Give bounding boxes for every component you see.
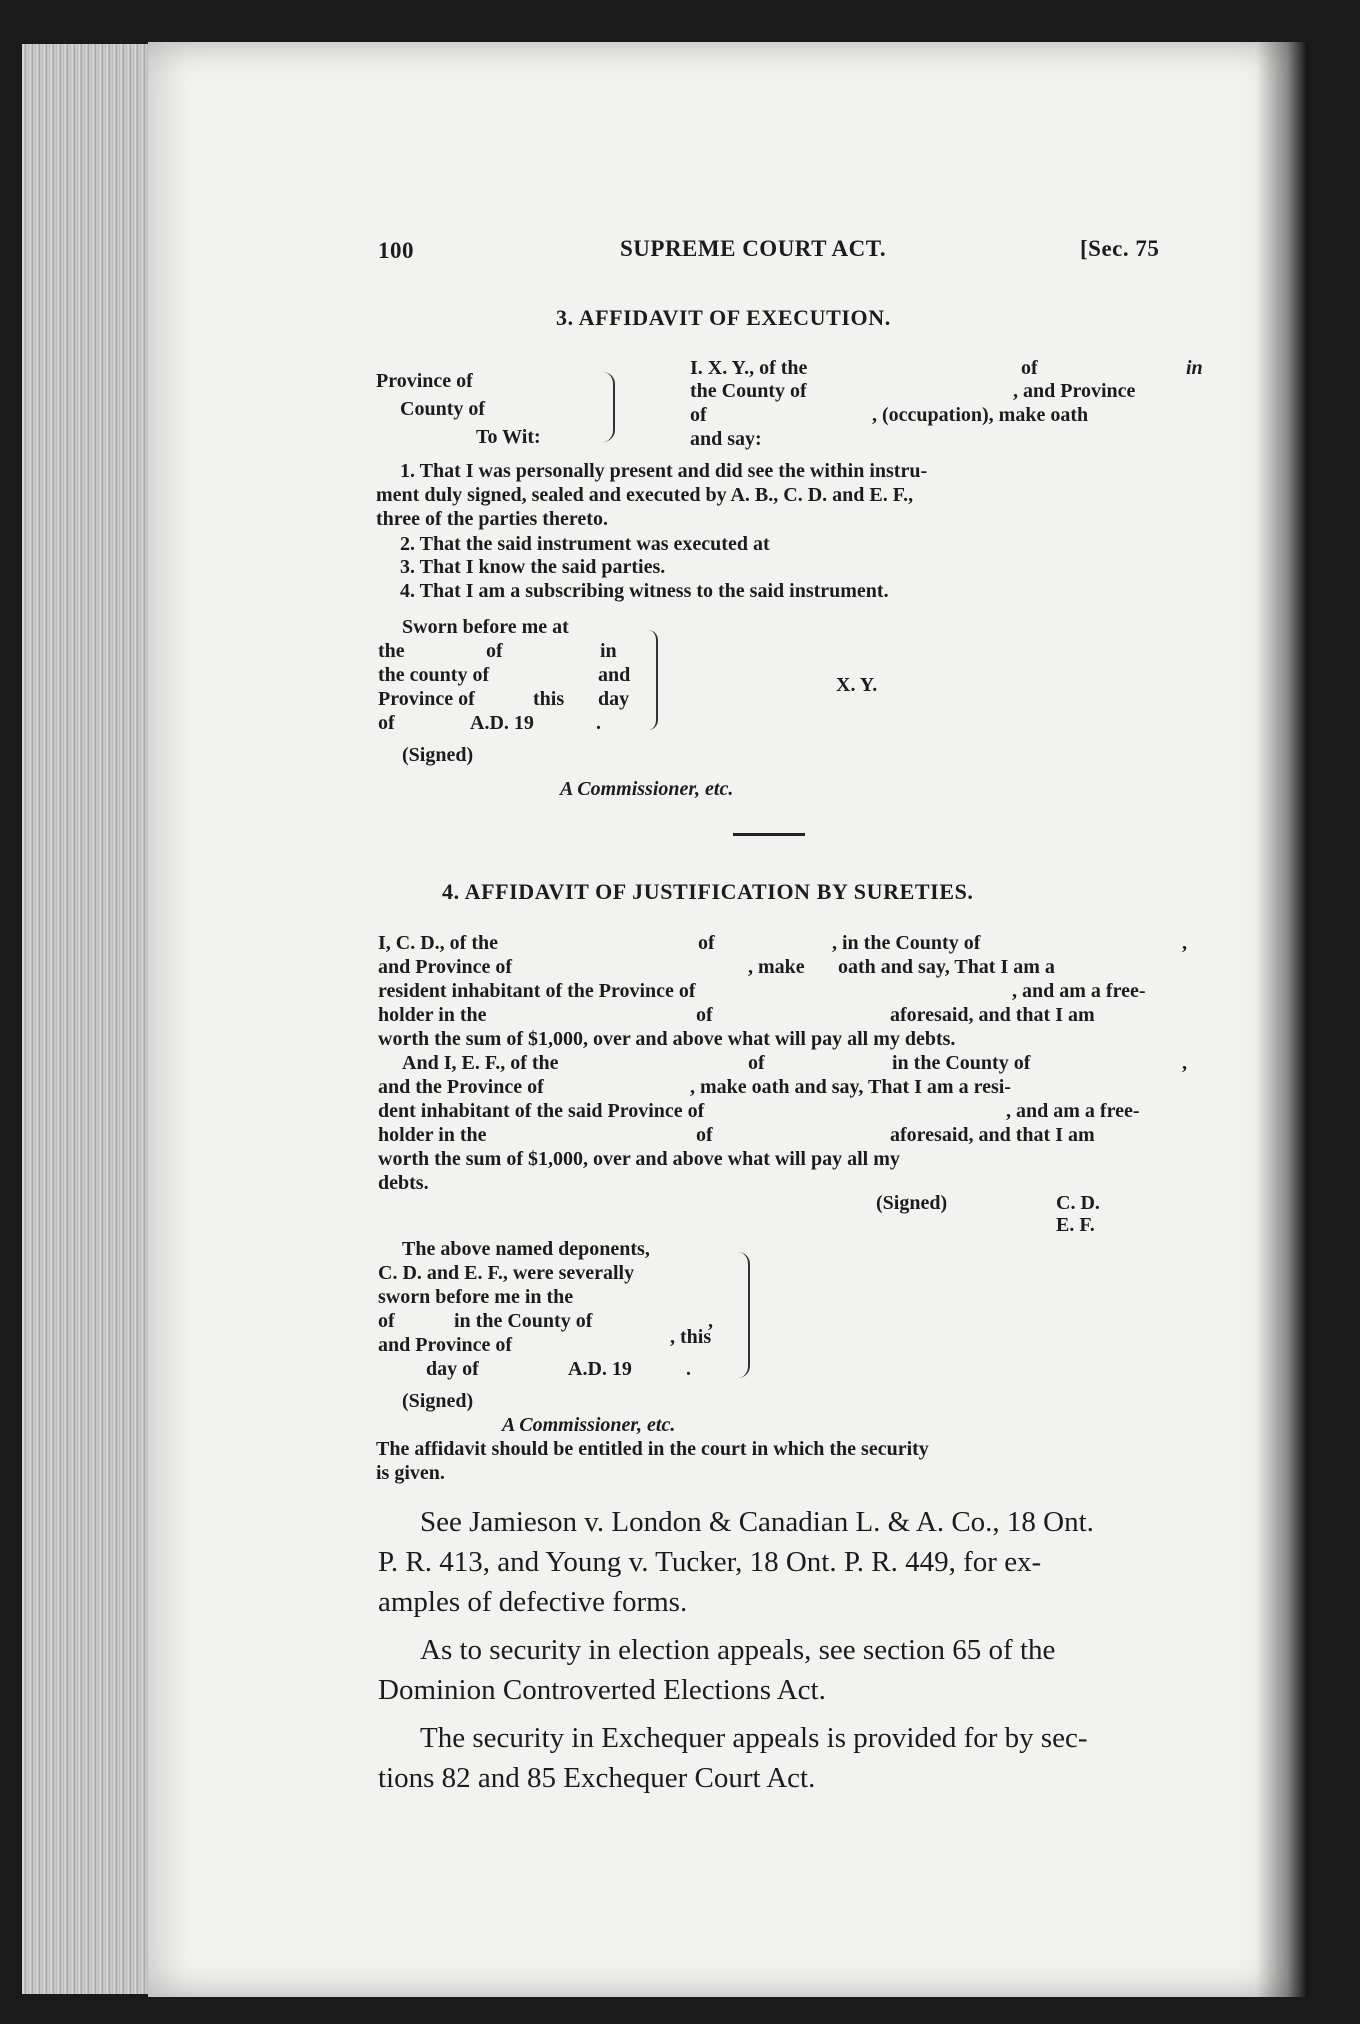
form4-commissioner: A Commissioner, etc. bbox=[502, 1414, 676, 1436]
form4-line2-b: , make bbox=[748, 956, 805, 978]
form4-line7-a: and the Province of bbox=[378, 1076, 544, 1098]
deponent-line-1a: I. X. Y., of the bbox=[690, 357, 808, 379]
form4-jurat-line3: sworn before me in the bbox=[378, 1286, 574, 1308]
form4-line6-d: , bbox=[1182, 1052, 1187, 1074]
form4-line6-a: And I, E. F., of the bbox=[402, 1052, 559, 1074]
form4-line4-c: aforesaid, and that I am bbox=[890, 1004, 1095, 1026]
form3-jurat-4c: day bbox=[598, 688, 630, 710]
form4-line6-b: of bbox=[748, 1052, 765, 1074]
form3-jurat-4a: Province of bbox=[378, 688, 475, 710]
form4-jurat-4b: in the County of bbox=[454, 1310, 593, 1332]
form3-item2: 2. That the said instrument was executed at bbox=[400, 533, 770, 555]
commentary-p1-line2: P. R. 413, and Young v. Tucker, 18 Ont. P. R. 449, for ex- bbox=[378, 1546, 1042, 1578]
commentary-p2-line1: As to security in election appeals, see section 65 of the bbox=[420, 1634, 1056, 1666]
deponent-line-2b: , and Province bbox=[1013, 380, 1136, 402]
form4-line5: worth the sum of $1,000, over and above what will pay all my debts. bbox=[378, 1028, 956, 1050]
form3-para1-line3: three of the parties thereto. bbox=[376, 508, 608, 530]
form4-jurat-6a: day of bbox=[426, 1358, 479, 1380]
form3-para1-line1: 1. That I was personally present and did see the within instru- bbox=[400, 460, 928, 482]
form4-jurat-signed: (Signed) bbox=[402, 1390, 474, 1412]
deponent-line-1b: of bbox=[1021, 357, 1038, 379]
form4-note-line2: is given. bbox=[376, 1462, 445, 1484]
form4-line3-b: , and am a free- bbox=[1012, 980, 1146, 1002]
form4-line2-c: oath and say, That I am a bbox=[838, 956, 1055, 978]
book-page bbox=[148, 42, 1308, 1997]
form4-line9-c: aforesaid, and that I am bbox=[890, 1124, 1095, 1146]
form4-line8-a: dent inhabitant of the said Province of bbox=[378, 1100, 705, 1122]
form3-commissioner: A Commissioner, etc. bbox=[560, 778, 734, 800]
deponent-line-4: and say: bbox=[690, 428, 762, 450]
form3-deponent-signature: X. Y. bbox=[836, 674, 878, 696]
commentary-p3-line1: The security in Exchequer appeals is provided for by sec- bbox=[420, 1722, 1088, 1754]
form3-jurat-5b: A.D. 19 bbox=[470, 712, 534, 734]
venue-brace bbox=[603, 372, 615, 442]
form3-jurat-3a: the county of bbox=[378, 664, 490, 686]
deponent-line-3b: , (occupation), make oath bbox=[872, 404, 1089, 426]
form3-jurat-2c: in bbox=[600, 640, 617, 662]
deponent-line-2a: the County of bbox=[690, 380, 807, 402]
form4-signatory-ef: E. F. bbox=[1056, 1214, 1095, 1236]
form4-line3-a: resident inhabitant of the Province of bbox=[378, 980, 696, 1002]
deponent-line-3a: of bbox=[690, 404, 707, 426]
form4-line7-b: , make oath and say, That I am a resi- bbox=[690, 1076, 1011, 1098]
section-reference: [Sec. 75 bbox=[1080, 236, 1160, 261]
venue-to-wit: To Wit: bbox=[476, 426, 541, 448]
form4-line11: debts. bbox=[378, 1172, 429, 1194]
form3-jurat-5a: of bbox=[378, 712, 395, 734]
form4-signatory-cd: C. D. bbox=[1056, 1192, 1100, 1214]
page-number: 100 bbox=[378, 238, 414, 263]
form4-line1-d: , bbox=[1182, 932, 1187, 954]
venue-county: County of bbox=[400, 398, 486, 420]
form3-jurat-2b: of bbox=[486, 640, 503, 662]
form4-jurat-4a: of bbox=[378, 1310, 395, 1332]
form4-line4-a: holder in the bbox=[378, 1004, 487, 1026]
jurat-brace bbox=[648, 630, 658, 730]
form4-line1-a: I, C. D., of the bbox=[378, 932, 498, 954]
form3-item3: 3. That I know the said parties. bbox=[400, 556, 666, 578]
spine-shadow bbox=[1256, 42, 1308, 1997]
form4-line6-c: in the County of bbox=[892, 1052, 1031, 1074]
form4-line10: worth the sum of $1,000, over and above what will pay all my bbox=[378, 1148, 900, 1170]
form4-jurat-4c: , bbox=[708, 1310, 713, 1332]
form4-signed: (Signed) bbox=[876, 1192, 948, 1214]
commentary-p1-line3: amples of defective forms. bbox=[378, 1586, 688, 1618]
running-title: SUPREME COURT ACT. bbox=[620, 236, 887, 261]
form3-para1-line2: ment duly signed, sealed and executed by A. B., C. D. and E. F., bbox=[376, 484, 914, 506]
form3-item4: 4. That I am a subscribing witness to the said instrument. bbox=[400, 580, 889, 602]
form4-jurat-brace bbox=[738, 1252, 750, 1378]
form4-jurat-line2: C. D. and E. F., were severally bbox=[378, 1262, 635, 1284]
form4-jurat-6b: A.D. 19 bbox=[568, 1358, 632, 1380]
form4-jurat-5b: , this bbox=[670, 1326, 712, 1348]
commentary-p2-line2: Dominion Controverted Elections Act. bbox=[378, 1674, 826, 1706]
form4-line1-b: of bbox=[698, 932, 715, 954]
form4-line9-a: holder in the bbox=[378, 1124, 487, 1146]
form4-title: 4. AFFIDAVIT OF JUSTIFICATION BY SURETIES. bbox=[442, 879, 974, 904]
form3-signed: (Signed) bbox=[402, 744, 474, 766]
form3-jurat-3b: and bbox=[598, 664, 631, 686]
form4-jurat-line1: The above named deponents, bbox=[402, 1238, 650, 1260]
form4-jurat-6c: . bbox=[686, 1358, 691, 1380]
venue-province: Province of bbox=[376, 370, 473, 392]
section-divider bbox=[733, 833, 805, 836]
form3-jurat-4b: this bbox=[533, 688, 565, 710]
form3-jurat-2a: the bbox=[378, 640, 405, 662]
form4-line1-c: , in the County of bbox=[832, 932, 981, 954]
form4-line9-b: of bbox=[696, 1124, 713, 1146]
form3-jurat-line1: Sworn before me at bbox=[402, 616, 569, 638]
form4-line2-a: and Province of bbox=[378, 956, 513, 978]
deponent-line-1c: in bbox=[1186, 357, 1203, 379]
form4-note-line1: The affidavit should be entitled in the court in which the security bbox=[376, 1438, 929, 1460]
form4-line8-b: , and am a free- bbox=[1006, 1100, 1140, 1122]
book-page-edges bbox=[22, 44, 150, 1994]
form4-line4-b: of bbox=[696, 1004, 713, 1026]
commentary-p3-line2: tions 82 and 85 Exchequer Court Act. bbox=[378, 1762, 816, 1794]
form3-title: 3. AFFIDAVIT OF EXECUTION. bbox=[556, 305, 891, 330]
form4-jurat-5a: and Province of bbox=[378, 1334, 513, 1356]
form3-jurat-5c: . bbox=[596, 712, 601, 734]
commentary-p1-line1: See Jamieson v. London & Canadian L. & A. Co., 18 Ont. bbox=[420, 1506, 1094, 1538]
